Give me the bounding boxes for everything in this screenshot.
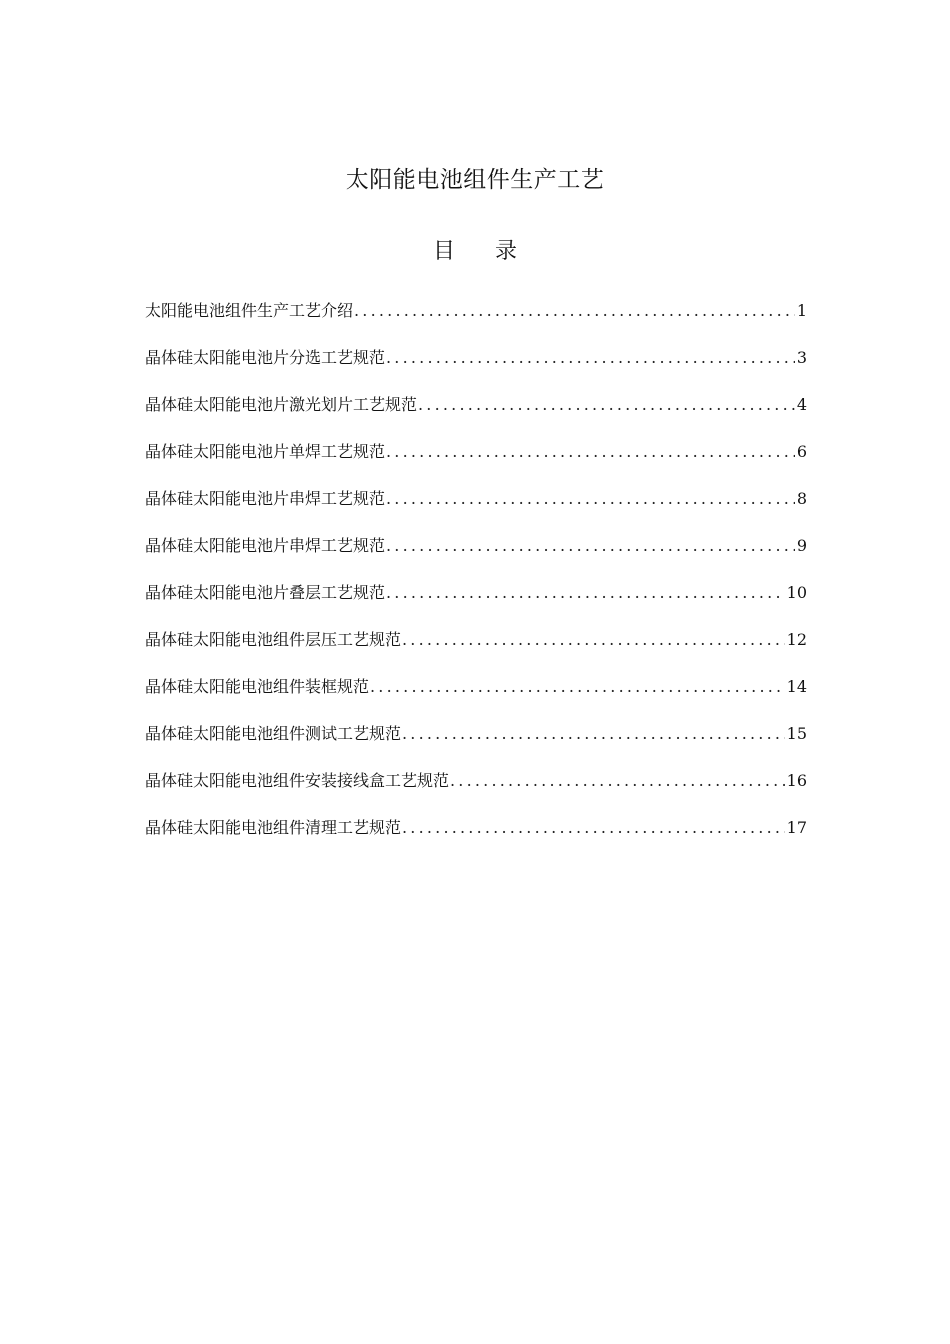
toc-entry-page: 12 xyxy=(786,630,807,649)
toc-entry-title: 晶体硅太阳能电池组件清理工艺规范 xyxy=(145,818,402,837)
toc-leader-dots xyxy=(354,294,795,328)
toc-entry-title: 晶体硅太阳能电池片分选工艺规范 xyxy=(145,348,386,367)
toc-entry-page: 16 xyxy=(786,771,807,790)
toc-entry-page: 1 xyxy=(796,301,807,320)
toc-entry-title: 晶体硅太阳能电池组件层压工艺规范 xyxy=(145,630,402,649)
toc-entry[interactable] xyxy=(145,529,807,576)
toc-leader-dots xyxy=(386,482,795,516)
toc-entry-title: 晶体硅太阳能电池片串焊工艺规范 xyxy=(145,536,386,555)
toc-entry-page: 17 xyxy=(786,818,807,837)
toc-entry-page: 6 xyxy=(796,442,807,461)
toc-entry[interactable] xyxy=(145,764,807,811)
toc-entry-title: 太阳能电池组件生产工艺介绍 xyxy=(145,301,354,320)
toc-entry[interactable] xyxy=(145,717,807,764)
toc-heading-left: 目 xyxy=(432,239,455,264)
toc-leader-dots xyxy=(402,623,785,657)
document-title: 太阳能电池组件生产工艺 xyxy=(345,167,605,193)
toc-entry[interactable] xyxy=(145,435,807,482)
toc-entry-title: 晶体硅太阳能电池组件安装接线盒工艺规范 xyxy=(145,771,450,790)
toc-leader-dots xyxy=(386,341,795,375)
toc-entry[interactable] xyxy=(145,811,807,858)
toc-leader-dots xyxy=(418,388,795,422)
toc-entry-page: 3 xyxy=(796,348,807,367)
toc-entry[interactable] xyxy=(145,576,807,623)
toc-entry[interactable] xyxy=(145,623,807,670)
toc-leader-dots xyxy=(386,435,795,469)
toc-entry[interactable] xyxy=(145,341,807,388)
toc-entry-page: 8 xyxy=(796,489,807,508)
toc-heading xyxy=(0,236,950,268)
toc-entry-page: 9 xyxy=(796,536,807,555)
toc-entry-title: 晶体硅太阳能电池组件测试工艺规范 xyxy=(145,724,402,743)
toc-entry-page: 10 xyxy=(786,583,807,602)
toc-leader-dots xyxy=(450,764,785,798)
toc-leader-dots xyxy=(386,576,785,610)
toc-entry-title: 晶体硅太阳能电池片单焊工艺规范 xyxy=(145,442,386,461)
toc-leader-dots xyxy=(402,717,785,751)
table-of-contents xyxy=(145,294,807,858)
toc-entry[interactable] xyxy=(145,294,807,341)
toc-entry-title: 晶体硅太阳能电池组件装框规范 xyxy=(145,677,370,696)
toc-entry-title: 晶体硅太阳能电池片激光划片工艺规范 xyxy=(145,395,418,414)
toc-entry-page: 14 xyxy=(786,677,807,696)
toc-entry[interactable] xyxy=(145,482,807,529)
toc-leader-dots xyxy=(402,811,785,845)
toc-entry-title: 晶体硅太阳能电池片叠层工艺规范 xyxy=(145,583,386,602)
toc-entry-page: 4 xyxy=(796,395,807,414)
toc-leader-dots xyxy=(386,529,795,563)
toc-leader-dots xyxy=(370,670,785,704)
toc-entry-page: 15 xyxy=(786,724,807,743)
toc-entry-title: 晶体硅太阳能电池片串焊工艺规范 xyxy=(145,489,386,508)
toc-entry[interactable] xyxy=(145,670,807,717)
toc-heading-right: 录 xyxy=(495,239,518,264)
toc-entry[interactable] xyxy=(145,388,807,435)
